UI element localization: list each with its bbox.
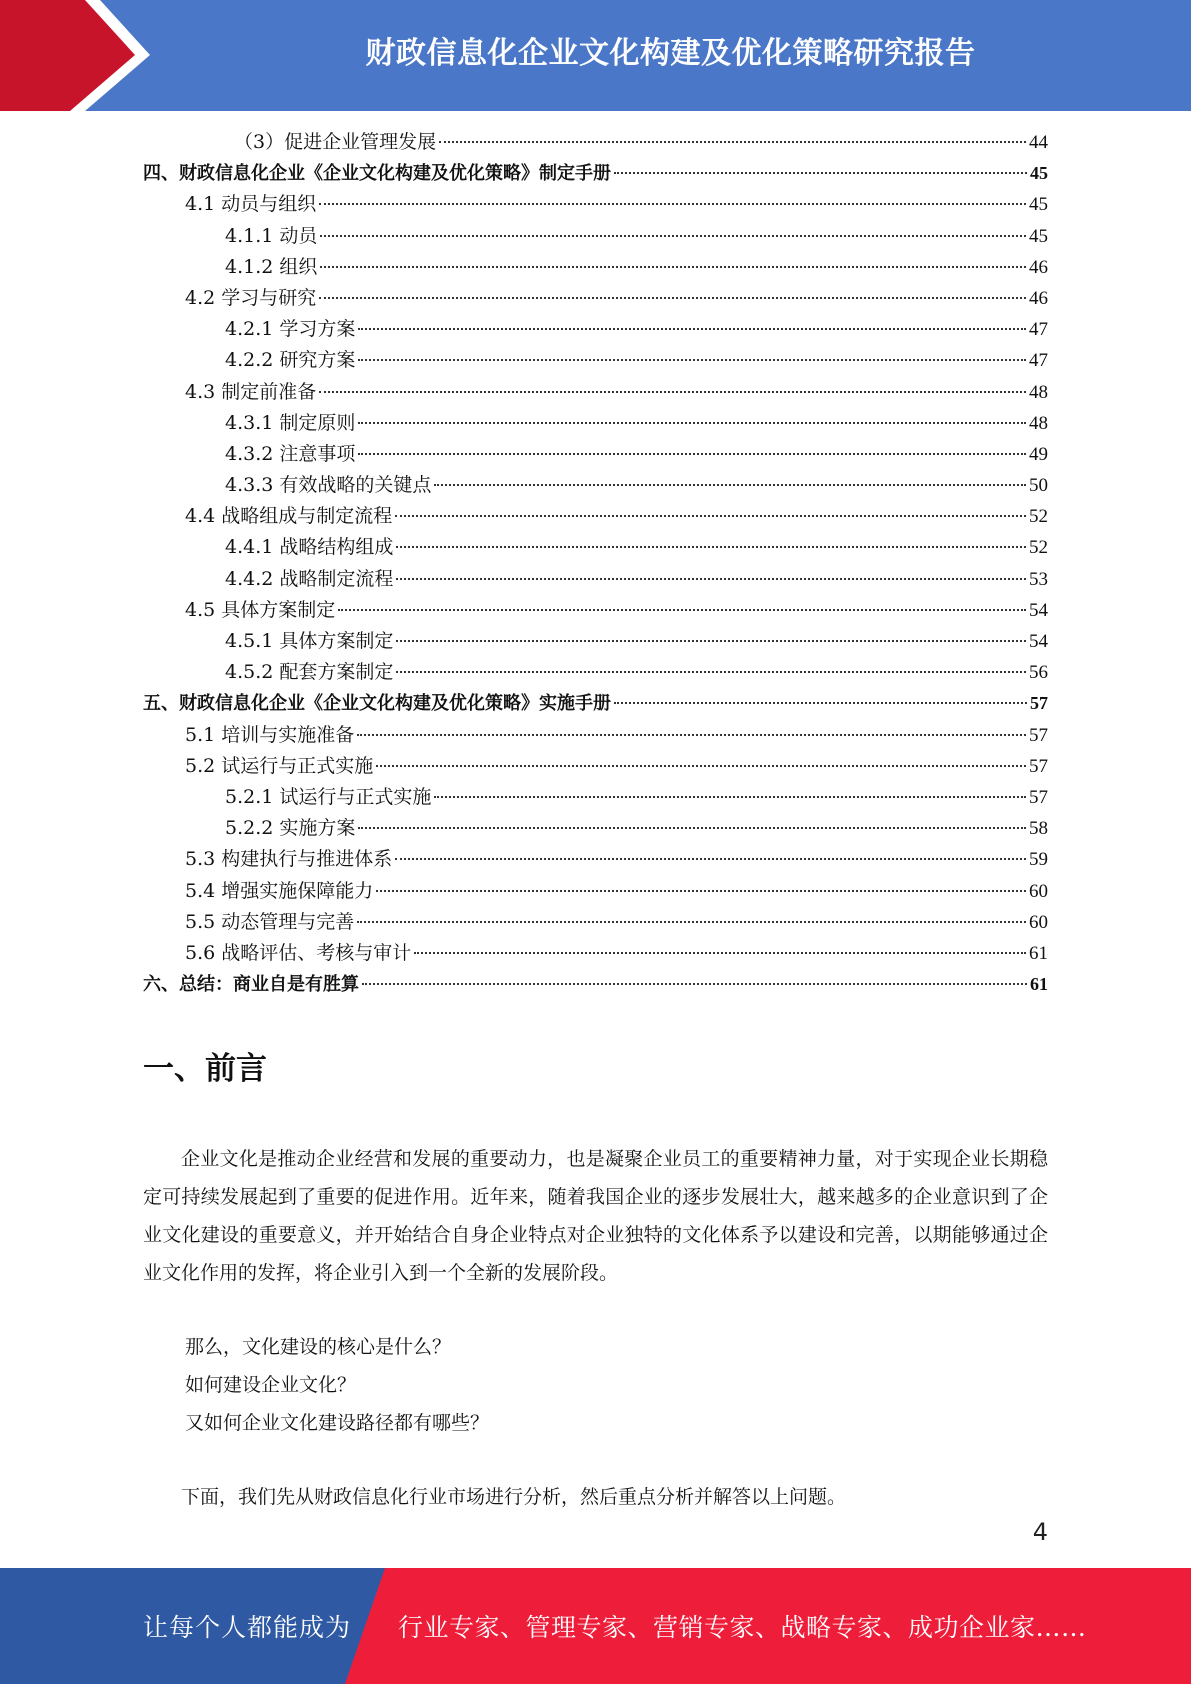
toc-entry-label: 4.3.1 制定原则 xyxy=(225,411,356,434)
toc-entry[interactable] xyxy=(143,314,1048,345)
toc-entry-page: 61 xyxy=(1029,942,1048,964)
toc-leader-dots xyxy=(395,515,1026,517)
toc-entry-label: 4.5.1 具体方案制定 xyxy=(225,630,394,652)
toc-leader-dots xyxy=(358,422,1026,424)
toc-entry-label: 4.4 战略组成与制定流程 xyxy=(185,505,393,528)
toc-entry[interactable] xyxy=(143,720,1048,751)
toc-entry-label: 4.1 动员与组织 xyxy=(185,193,317,216)
toc-entry[interactable] xyxy=(143,439,1048,470)
toc-entry-label: 4.3.3 有效战略的关键点 xyxy=(225,474,432,497)
toc-entry-label: 4.4.1 战略结构组成 xyxy=(225,536,394,559)
footer-slogan-left: 让每个人都能成为 xyxy=(143,1613,352,1642)
toc-leader-dots xyxy=(434,484,1026,486)
toc-entry-label: 5.4 增强实施保障能力 xyxy=(185,879,374,902)
toc-entry-label: 5.1 培训与实施准备 xyxy=(185,723,355,746)
toc-entry[interactable] xyxy=(143,501,1048,532)
toc-entry-page: 61 xyxy=(1030,974,1048,995)
toc-entry[interactable] xyxy=(143,189,1048,220)
question-line: 那么，文化建设的核心是什么？ xyxy=(185,1336,452,1358)
toc-leader-dots xyxy=(320,266,1026,268)
toc-entry-label: 4.1.1 动员 xyxy=(225,224,318,247)
toc-entry-page: 56 xyxy=(1029,662,1048,684)
toc-entry-label: 4.5.2 配套方案制定 xyxy=(225,661,394,684)
toc-entry-page: 53 xyxy=(1029,568,1048,590)
toc-entry[interactable] xyxy=(143,158,1048,189)
toc-leader-dots xyxy=(357,921,1026,923)
toc-entry-label: 4.2.2 研究方案 xyxy=(225,349,356,372)
toc-entry[interactable] xyxy=(143,470,1048,501)
toc-entry[interactable] xyxy=(143,876,1048,907)
toc-entry-page: 46 xyxy=(1029,256,1048,278)
toc-leader-dots xyxy=(358,359,1026,361)
page-footer xyxy=(0,1568,1191,1684)
toc-entry[interactable] xyxy=(143,969,1048,1000)
toc-entry-page: 48 xyxy=(1029,381,1048,403)
toc-entry[interactable] xyxy=(143,377,1048,408)
toc-entry-page: 54 xyxy=(1029,599,1048,621)
toc-entry-page: 48 xyxy=(1029,412,1048,434)
toc-leader-dots xyxy=(396,546,1026,548)
toc-entry-label: 5.2.1 试运行与正式实施 xyxy=(225,785,432,808)
toc-entry[interactable] xyxy=(143,127,1048,158)
toc-entry[interactable] xyxy=(143,688,1048,719)
section-heading: 一、前言 xyxy=(143,1051,267,1087)
toc-leader-dots xyxy=(376,890,1026,892)
toc-entry-page: 45 xyxy=(1030,163,1048,184)
toc-entry-page: 47 xyxy=(1029,350,1048,372)
toc-leader-dots xyxy=(414,952,1026,954)
toc-entry-page: 52 xyxy=(1029,537,1048,559)
toc-leader-dots xyxy=(338,609,1026,611)
toc-entry-label: 4.3 制定前准备 xyxy=(185,380,317,403)
toc-entry[interactable] xyxy=(143,345,1048,376)
toc-entry-label: 六、总结：商业自是有胜算 xyxy=(143,974,359,996)
toc-entry[interactable] xyxy=(143,564,1048,595)
toc-entry-page: 59 xyxy=(1029,849,1048,871)
toc-entry-page: 57 xyxy=(1029,755,1048,777)
toc-entry[interactable] xyxy=(143,283,1048,314)
toc-entry[interactable] xyxy=(143,532,1048,563)
toc-entry-page: 45 xyxy=(1029,225,1048,247)
question-line: 又如何企业文化建设路径都有哪些？ xyxy=(185,1412,490,1434)
toc-leader-dots xyxy=(439,141,1026,143)
toc-entry-label: 四、财政信息化企业《企业文化构建及优化策略》制定手册 xyxy=(143,163,611,185)
toc-leader-dots xyxy=(358,453,1026,455)
toc-leader-dots xyxy=(396,671,1026,673)
toc-entry-label: 4.3.2 注意事项 xyxy=(225,442,356,465)
toc-leader-dots xyxy=(614,702,1027,704)
toc-entry-label: 5.5 动态管理与完善 xyxy=(185,910,355,933)
toc-entry[interactable] xyxy=(143,221,1048,252)
toc-entry-page: 60 xyxy=(1029,911,1048,933)
toc-entry-page: 46 xyxy=(1029,287,1048,309)
toc-leader-dots xyxy=(320,235,1026,237)
toc-leader-dots xyxy=(376,765,1026,767)
toc-leader-dots xyxy=(362,983,1027,985)
toc-leader-dots xyxy=(434,796,1026,798)
toc-entry-label: 4.1.2 组织 xyxy=(225,255,318,278)
toc-leader-dots xyxy=(319,297,1026,299)
toc-entry-page: 52 xyxy=(1029,506,1048,528)
toc-leader-dots xyxy=(358,328,1026,330)
toc-leader-dots xyxy=(358,827,1026,829)
toc-entry-page: 54 xyxy=(1029,631,1048,652)
toc-entry[interactable] xyxy=(143,844,1048,875)
toc-entry-page: 44 xyxy=(1029,132,1048,153)
toc-leader-dots xyxy=(396,640,1026,642)
page-number: 4 xyxy=(1032,1518,1048,1546)
header-title: 财政信息化企业文化构建及优化策略研究报告 xyxy=(365,36,976,71)
toc-entry[interactable] xyxy=(143,595,1048,626)
intro-paragraph: 企业文化是推动企业经营和发展的重要动力，也是凝聚企业员工的重要精神力量，对于实现企业长期稳定可持续发展起到了重要的促进作用。近年来，随着我国企业的逐步发展壮大，越来越多的企业意识到了企业文化建设的重要意义，并开始结合自身企业特点对企业独特的文化体系予以建设和完善，以期能够通过企业文化作用的发挥，将企业引入到一个全新的发展阶段。 xyxy=(143,1148,1048,1284)
toc-entry[interactable] xyxy=(143,252,1048,283)
toc-entry-label: 5.3 构建执行与推进体系 xyxy=(185,848,393,871)
toc-entry-page: 58 xyxy=(1029,818,1048,840)
toc-entry[interactable] xyxy=(143,813,1048,844)
toc-leader-dots xyxy=(614,172,1027,174)
toc-entry[interactable] xyxy=(143,657,1048,688)
toc-leader-dots xyxy=(319,391,1026,393)
toc-entry-label: 4.2 学习与研究 xyxy=(185,286,317,309)
chevron-arrow-icon xyxy=(0,0,160,111)
toc-leader-dots xyxy=(357,734,1026,736)
toc-entry-page: 60 xyxy=(1029,880,1048,902)
toc-entry-page: 57 xyxy=(1029,786,1048,808)
toc-entry[interactable] xyxy=(143,938,1048,969)
toc-entry-label: （3）促进企业管理发展 xyxy=(234,131,437,153)
toc-entry-page: 47 xyxy=(1029,319,1048,341)
toc-leader-dots xyxy=(395,858,1026,860)
toc-leader-dots xyxy=(396,578,1026,580)
toc-entry[interactable] xyxy=(143,408,1048,439)
toc-entry[interactable] xyxy=(143,907,1048,938)
toc-entry-label: 4.2.1 学习方案 xyxy=(225,318,356,341)
toc-entry[interactable] xyxy=(143,626,1048,657)
toc-entry[interactable] xyxy=(143,751,1048,782)
toc-entry-label: 4.4.2 战略制定流程 xyxy=(225,567,394,590)
footer-slogan-right: 行业专家、管理专家、营销专家、战略专家、成功企业家…… xyxy=(398,1613,1087,1642)
toc-entry-label: 5.6 战略评估、考核与审计 xyxy=(185,941,412,964)
toc-entry-page: 57 xyxy=(1029,724,1048,746)
toc-entry-label: 4.5 具体方案制定 xyxy=(185,598,336,621)
toc-leader-dots xyxy=(319,203,1026,205)
page-header xyxy=(0,0,1191,111)
toc-entry-label: 五、财政信息化企业《企业文化构建及优化策略》实施手册 xyxy=(143,693,611,715)
toc-entry-page: 49 xyxy=(1029,443,1048,465)
toc-entry-page: 50 xyxy=(1029,475,1048,497)
toc-entry-label: 5.2 试运行与正式实施 xyxy=(185,754,374,777)
toc-entry-page: 57 xyxy=(1030,693,1048,714)
table-of-contents xyxy=(143,127,1048,1000)
question-line: 如何建设企业文化？ xyxy=(185,1374,357,1396)
toc-entry-page: 45 xyxy=(1029,194,1048,216)
closing-paragraph: 下面，我们先从财政信息化行业市场进行分析，然后重点分析并解答以上问题。 xyxy=(181,1486,847,1508)
toc-entry[interactable] xyxy=(143,782,1048,813)
toc-entry-label: 5.2.2 实施方案 xyxy=(225,817,356,840)
